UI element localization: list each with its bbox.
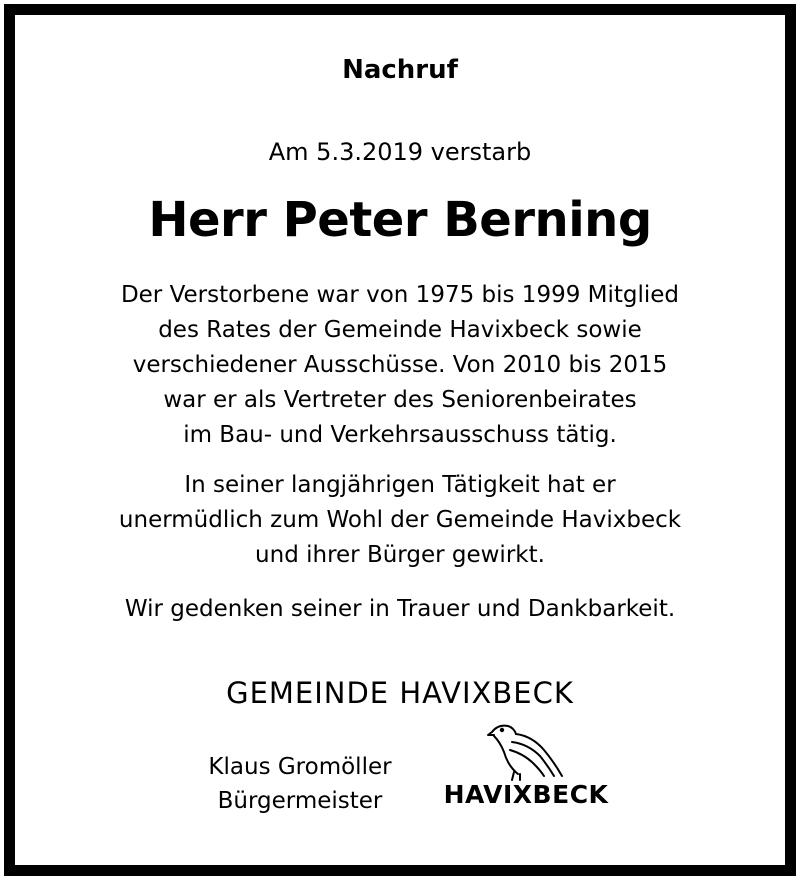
text-line: verschiedener Ausschüsse. Von 2010 bis 2015: [132, 352, 668, 378]
text-line: Wir gedenken seiner in Trauer und Dankbarkeit.: [124, 596, 676, 622]
text-line: In seiner langjährigen Tätigkeit hat er: [184, 472, 616, 498]
signer-name: Klaus Gromöller: [208, 754, 392, 780]
municipality-logo: [426, 718, 626, 818]
text-line: im Bau- und Verkehrsausschuss tätig.: [183, 422, 617, 448]
organization-name: GEMEINDE HAVIXBECK: [226, 676, 574, 710]
death-announcement: Am 5.3.2019 verstarb: [268, 138, 532, 166]
paragraph-membership: [0, 278, 800, 453]
text-line: und ihrer Bürger gewirkt.: [255, 542, 545, 568]
signature-block: [170, 750, 430, 818]
text-line: des Rates der Gemeinde Havixbeck sowie: [158, 317, 642, 343]
logo-wordmark: HAVIXBECK: [443, 780, 609, 809]
paragraph-remembrance: [0, 592, 800, 627]
text-line: unermüdlich zum Wohl der Gemeinde Havixbeck: [118, 507, 682, 533]
text-line: war er als Vertreter des Seniorenbeirates: [163, 387, 637, 413]
notice-heading: Nachruf: [342, 55, 458, 85]
signer-title: Bürgermeister: [217, 788, 383, 814]
paragraph-tribute: [0, 468, 800, 573]
eagle-icon: [486, 722, 566, 782]
text-line: Der Verstorbene war von 1975 bis 1999 Mitglied: [120, 282, 680, 308]
deceased-name: Herr Peter Berning: [148, 192, 652, 248]
